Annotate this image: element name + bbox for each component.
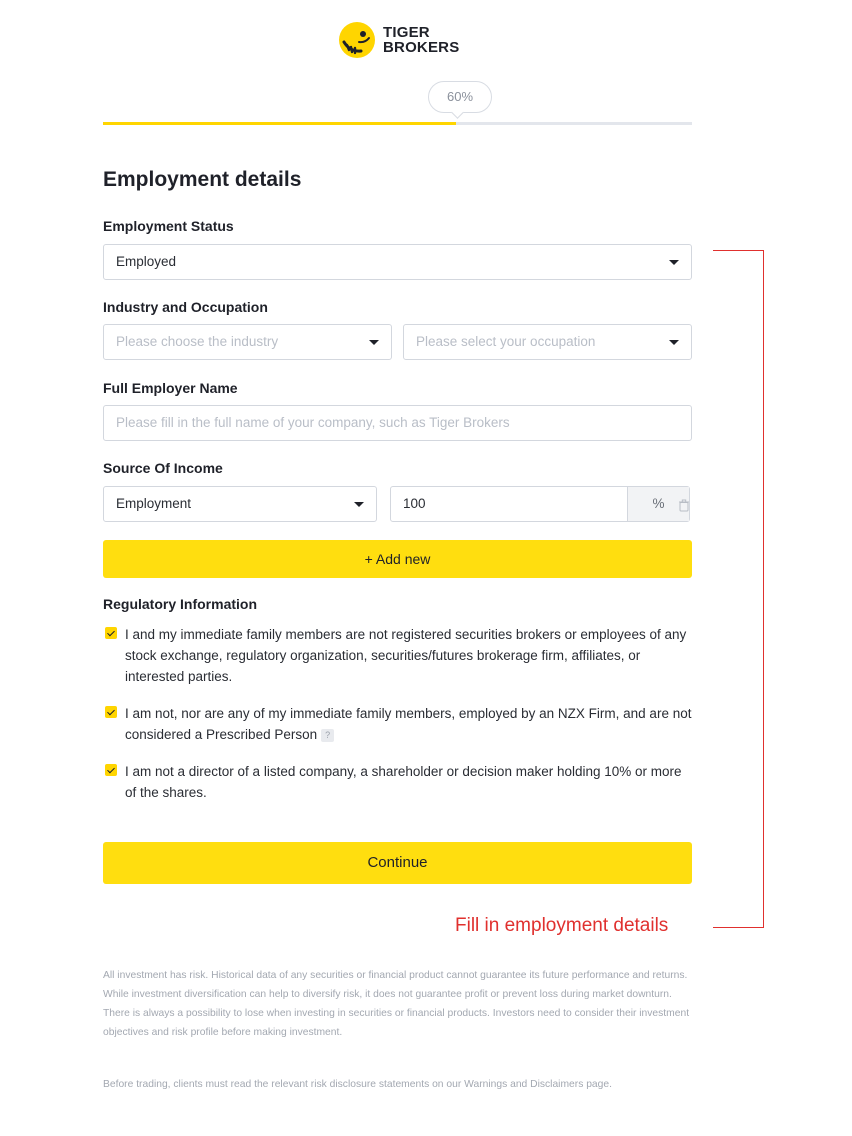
annotation-bracket-bottom	[713, 927, 764, 928]
progress-bar	[103, 122, 692, 125]
regulatory-check-item[interactable]	[105, 761, 695, 803]
industry-placeholder: Please choose the industry	[116, 334, 279, 349]
annotation-bracket-top	[713, 250, 764, 251]
percent-suffix: %	[627, 487, 689, 521]
income-percent-input[interactable]	[390, 486, 690, 522]
employment-status-label: Employment Status	[103, 218, 234, 234]
occupation-placeholder: Please select your occupation	[416, 334, 596, 349]
progress-percent-badge: 60%	[428, 81, 492, 113]
logo-line-1: TIGER	[383, 24, 430, 41]
tiger-brokers-logo	[338, 20, 459, 60]
regulatory-check-item[interactable]	[105, 703, 695, 745]
employer-name-label: Full Employer Name	[103, 380, 238, 396]
employment-status-value: Employed	[116, 254, 177, 269]
logo-line-2: BROKERS	[383, 39, 460, 56]
progress-bar-fill	[103, 122, 456, 125]
page-title: Employment details	[103, 168, 302, 191]
regulatory-check-text: I and my immediate family members are not registered securities brokers or employees of any stock exchange, regulatory organization, securities/futures brokerage firm, affiliates, or interested parties.	[125, 627, 687, 684]
occupation-select[interactable]	[403, 324, 692, 360]
logo-wordmark	[383, 25, 459, 55]
regulatory-check-text: I am not a director of a listed company, a shareholder or decision maker holding 10% or more of the shares.	[125, 764, 682, 800]
regulatory-check-text-body: I am not, nor are any of my immediate family members, employed by an NZX Firm, and are not considered a Prescribed Person	[125, 706, 692, 742]
chevron-down-icon	[669, 260, 679, 265]
chevron-down-icon	[354, 502, 364, 507]
tiger-logo-icon	[338, 21, 376, 59]
annotation-label: Fill in employment details	[455, 915, 669, 936]
annotation-bracket-vertical	[763, 250, 764, 928]
regulatory-info-title: Regulatory Information	[103, 596, 258, 612]
help-icon[interactable]: ?	[321, 729, 334, 742]
income-source-value: Employment	[116, 496, 192, 511]
employment-status-select[interactable]	[103, 244, 692, 280]
income-source-select[interactable]	[103, 486, 377, 522]
employer-name-placeholder: Please fill in the full name of your company, such as Tiger Brokers	[116, 415, 510, 430]
industry-select[interactable]	[103, 324, 392, 360]
checkbox-checked[interactable]	[105, 706, 117, 718]
chevron-down-icon	[369, 340, 379, 345]
disclosure-notice: Before trading, clients must read the relevant risk disclosure statements on our Warnings and Disclaimers page.	[103, 1079, 612, 1090]
trash-icon[interactable]	[678, 499, 690, 512]
source-of-income-label: Source Of Income	[103, 460, 223, 476]
checkbox-checked[interactable]	[105, 764, 117, 776]
chevron-down-icon	[669, 340, 679, 345]
industry-occupation-label: Industry and Occupation	[103, 299, 268, 315]
risk-disclaimer: All investment has risk. Historical data of any securities or financial product cannot guarantee its future performance and returns. While investment diversification can help to diversify risk, it does not guarantee profit or prevent loss during market downturn. There is always a possibility to lose when investing in securities or financial products. Investors need to consider their investment objectives and risk profile before making investment.	[103, 970, 690, 1038]
income-percent-value: 100	[403, 496, 426, 511]
add-new-button[interactable]: + Add new	[103, 540, 692, 578]
employer-name-input[interactable]	[103, 405, 692, 441]
regulatory-check-item[interactable]	[105, 624, 695, 687]
continue-button[interactable]: Continue	[103, 842, 692, 884]
regulatory-check-text	[125, 703, 695, 745]
checkbox-checked[interactable]	[105, 627, 117, 639]
